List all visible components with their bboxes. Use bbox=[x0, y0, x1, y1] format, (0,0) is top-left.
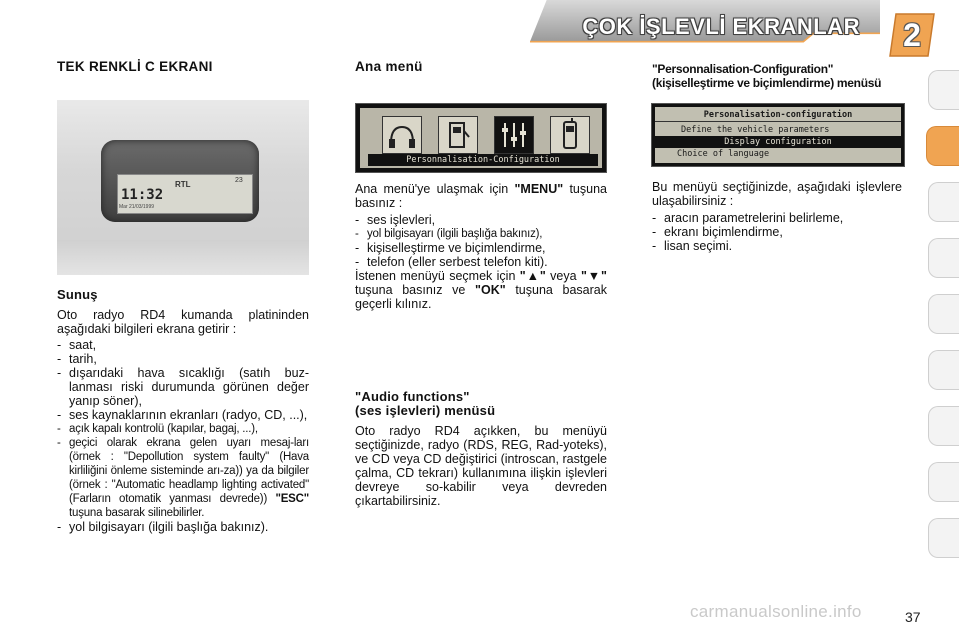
display-row-display-config: Display configuration bbox=[655, 136, 901, 148]
chapter-number: 2 bbox=[903, 17, 921, 53]
audio-functions-section bbox=[355, 390, 607, 508]
audio-title-1: "Audio functions" bbox=[355, 389, 470, 404]
esc-key: "ESC" bbox=[275, 493, 309, 505]
list-item: - lisan seçimi. bbox=[652, 239, 902, 253]
list-item: - telefon (eller serbest telefon kiti). bbox=[355, 255, 607, 269]
chapter-tab[interactable] bbox=[928, 294, 959, 334]
presentation-intro: Oto radyo RD4 kumanda platininden aşağıdaki bilgileri ekrana getirir : bbox=[57, 308, 309, 336]
list-item: - ekranı biçimlendirme, bbox=[652, 225, 902, 239]
right-column bbox=[652, 62, 902, 90]
intro-pre: Ana menü'ye ulaşmak için bbox=[355, 182, 509, 196]
personalisation-title-2: (kişiselleştirme ve biçimlendirme) menüsü bbox=[652, 76, 882, 90]
select-pre: İstenen menüyü seçmek için bbox=[355, 269, 516, 283]
up-key: "▲" bbox=[519, 269, 546, 283]
main-menu-screen bbox=[360, 108, 602, 168]
chapter-tab[interactable] bbox=[928, 238, 959, 278]
list-item: - ses kaynaklarının ekranları (radyo, CD, ...), bbox=[57, 408, 309, 422]
main-menu-display bbox=[355, 103, 607, 173]
audio-title-2: (ses işlevleri) menüsü bbox=[355, 403, 496, 418]
lcd-date: Mar 21/03/1999 bbox=[119, 204, 155, 210]
personalisation-text bbox=[652, 180, 902, 253]
list-item: - tarih, bbox=[57, 352, 309, 366]
left-column bbox=[57, 60, 309, 74]
audio-functions-icon bbox=[382, 116, 422, 154]
list-item: - aracın parametrelerini belirleme, bbox=[652, 211, 902, 225]
personalisation-title-1: "Personnalisation-Configuration" bbox=[652, 62, 834, 76]
chapter-tab[interactable] bbox=[928, 518, 959, 558]
down-key: "▼" bbox=[580, 269, 607, 283]
chapter-tab[interactable] bbox=[928, 406, 959, 446]
telephone-icon bbox=[550, 116, 590, 154]
main-menu-intro bbox=[355, 182, 607, 210]
display-row-vehicle-params: Define the vehicle parameters bbox=[681, 125, 830, 135]
main-menu-list bbox=[355, 213, 607, 269]
lcd-temp: 23 bbox=[235, 177, 243, 184]
dashboard-photo bbox=[57, 100, 309, 275]
list-item: - ses işlevleri, bbox=[355, 213, 607, 227]
personalisation-icon bbox=[494, 116, 534, 154]
press-word: tuşuna basınız ve bbox=[355, 283, 466, 297]
display-row-language: Choice of language bbox=[677, 149, 770, 159]
presentation-title: Sunuş bbox=[57, 287, 98, 302]
chapter-tab[interactable] bbox=[928, 182, 959, 222]
chapter-tab-active[interactable] bbox=[926, 126, 959, 166]
list-item: - dışarıdaki hava sıcaklığı (satıh buz-lanması riski durumunda görünen değer yanıp söner), bbox=[57, 366, 309, 408]
list-item: - kişiselleştirme ve biçimlendirme, bbox=[355, 241, 607, 255]
dashboard-vent bbox=[57, 240, 309, 275]
page-number: 37 bbox=[905, 609, 921, 625]
watermark: carmanualsonline.info bbox=[690, 602, 862, 621]
ok-key: "OK" bbox=[475, 283, 506, 297]
esc-suffix: tuşuna basarak silinebilirler. bbox=[69, 507, 205, 519]
chapter-tab[interactable] bbox=[928, 462, 959, 502]
warning-messages-text: geçici olarak ekrana gelen uyarı mesaj-ları (örnek : "Depollution system faulty" (Hava kirliliğini önleme sisteminde arı-za)) ya da bilgiler (örnek : "Automatic headlamp lighting activated" (Farların otomatik yanması devrede)) bbox=[69, 437, 309, 505]
list-item: - açık kapalı kontrolü (kapılar, bagaj, ...), bbox=[57, 422, 309, 436]
personalisation-list bbox=[652, 211, 902, 253]
list-item: - yol bilgisayarı (ilgili başlığa bakınız). bbox=[57, 520, 309, 534]
confirm-text: tuşuna basarak geçerli kılınız. bbox=[355, 283, 607, 311]
personalisation-screen bbox=[655, 107, 901, 163]
section-heading-monochrome: TEK RENKLİ C EKRANI bbox=[57, 59, 213, 74]
lcd-time: 11:32 bbox=[121, 187, 164, 203]
list-item bbox=[57, 436, 309, 520]
audio-text: Oto radyo RD4 açıkken, bu menüyü seçtiğinizde, radyo (RDS, REG, Rad-yoteks), ve CD veya CD değiştirici (introscan, rastgele çalma, CD tekrarı) kullanımına ilişkin işlevleri devreye so-kabilir veya devreden çıkartabilirsiniz. bbox=[355, 424, 607, 508]
main-menu-caption: Personnalisation-Configuration bbox=[368, 154, 598, 166]
presentation-list bbox=[57, 338, 309, 534]
section-heading-main-menu: Ana menü bbox=[355, 59, 423, 74]
intro-post: tuşuna basınız : bbox=[355, 182, 607, 210]
page-title: ÇOK İŞLEVLİ EKRANLAR bbox=[582, 14, 860, 39]
list-item: - yol bilgisayarı (ilgili başlığa bakınız), bbox=[355, 227, 607, 241]
presentation-section bbox=[57, 288, 309, 534]
personalisation-intro: Bu menüyü seçtiğinizde, aşağıdaki işlevlere ulaşabilirsiniz : bbox=[652, 180, 902, 208]
selection-instruction bbox=[355, 269, 607, 311]
lcd-band: RTL bbox=[175, 180, 191, 189]
main-menu-text bbox=[355, 182, 607, 311]
display-title-row: Personalisation-configuration bbox=[655, 109, 901, 122]
personalisation-display bbox=[651, 103, 905, 167]
middle-column bbox=[355, 60, 607, 74]
list-item: - saat, bbox=[57, 338, 309, 352]
chapter-tabs bbox=[928, 70, 960, 580]
or-word: veya bbox=[550, 269, 577, 283]
trip-computer-icon bbox=[438, 116, 478, 154]
chapter-tab[interactable] bbox=[928, 350, 959, 390]
menu-key: "MENU" bbox=[514, 182, 564, 196]
chapter-tab[interactable] bbox=[928, 70, 959, 110]
